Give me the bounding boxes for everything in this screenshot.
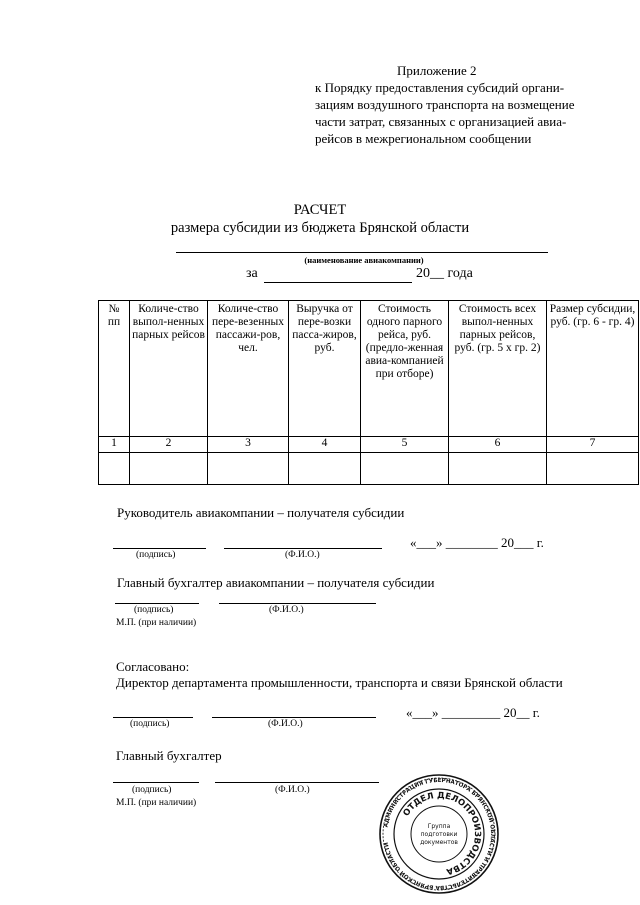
official-seal [378, 773, 500, 895]
svg-text:ОТДЕЛ ДЕЛОПРОИЗВОДСТВА: ОТДЕЛ ДЕЛОПРОИЗВОДСТВА [401, 790, 483, 877]
fio-label: (Ф.И.О.) [285, 550, 320, 560]
table-number-row [99, 437, 639, 453]
table-cell [289, 453, 361, 485]
document-subtitle: размера субсидии из бюджета Брянской области [170, 220, 470, 236]
table-cell [130, 453, 208, 485]
director-title: Директор департамента промышленности, транспорта и связи Брянской области [116, 675, 563, 690]
calculation-table [98, 300, 639, 485]
table-empty-row [99, 453, 639, 485]
header-cell: № пп [99, 301, 130, 437]
table-cell [449, 453, 547, 485]
column-number: 5 [361, 437, 449, 453]
signature-label: (подпись) [134, 605, 174, 615]
svg-text:Группа: Группа [427, 823, 451, 830]
header-cell: Стоимость всех выпол-ненных парных рейсов, руб. (гр. 5 х гр. 2) [449, 301, 547, 437]
signature-line [115, 603, 199, 604]
table-cell [361, 453, 449, 485]
annex-line: части затрат, связанных с организацией авиа- [315, 114, 567, 129]
stamp-label: М.П. (при наличии) [116, 618, 197, 628]
fio-line [212, 717, 376, 718]
table-cell [99, 453, 130, 485]
table-header-row [99, 301, 639, 437]
signature-label: (подпись) [130, 719, 170, 729]
header-cell: Стоимость одного парного рейса, руб. (предло-женная авиа-компанией при отборе) [361, 301, 449, 437]
column-number: 6 [449, 437, 547, 453]
signature-label: (подпись) [132, 785, 172, 795]
column-number: 7 [547, 437, 639, 453]
document-title: РАСЧЕТ [293, 202, 347, 218]
header-cell: Размер субсидии, руб. (гр. 6 - гр. 4) [547, 301, 639, 437]
annex-line: рейсов в межрегиональном сообщении [315, 131, 532, 146]
fio-line [224, 548, 382, 549]
airline-name-line [176, 252, 548, 253]
year-label: 20__ года [416, 266, 473, 281]
signature-label: (подпись) [136, 550, 176, 560]
signature-line [113, 717, 193, 718]
svg-text:подготовки: подготовки [420, 831, 458, 838]
column-number: 2 [130, 437, 208, 453]
date-field: «___» _________ 20__ г. [406, 705, 540, 720]
signature-line [113, 782, 199, 783]
annex-line: к Порядку предоставления субсидий органи- [315, 80, 565, 95]
fio-label: (Ф.И.О.) [268, 719, 303, 729]
period-line [264, 282, 412, 283]
airline-caption: (наименование авиакомпании) [304, 255, 424, 265]
table-cell [208, 453, 289, 485]
header-cell: Выручка от пере-возки пасса-жиров, руб. [289, 301, 361, 437]
chief-accountant-title: Главный бухгалтер [116, 748, 222, 763]
for-label: за [246, 266, 258, 281]
table-cell [547, 453, 639, 485]
stamp-label: М.П. (при наличии) [116, 798, 197, 808]
fio-label: (Ф.И.О.) [269, 605, 304, 615]
head-title: Руководитель авиакомпании – получателя субсидии [117, 505, 405, 520]
annex-block [315, 62, 625, 147]
header-cell: Количе-ство пере-везенных пассажи-ров, чел. [208, 301, 289, 437]
column-number: 4 [289, 437, 361, 453]
column-number: 3 [208, 437, 289, 453]
agreed-label: Согласовано: [116, 659, 190, 674]
column-number: 1 [99, 437, 130, 453]
signature-line [113, 548, 206, 549]
date-field: «___» ________ 20___ г. [410, 535, 544, 550]
annex-title: Приложение 2 [397, 63, 477, 78]
seal-graphic [378, 773, 500, 895]
fio-line [215, 782, 379, 783]
svg-text:документов: документов [420, 839, 458, 846]
accountant-title: Главный бухгалтер авиакомпании – получателя субсидии [117, 575, 435, 590]
fio-line [219, 603, 376, 604]
fio-label: (Ф.И.О.) [275, 785, 310, 795]
annex-line: зациям воздушного транспорта на возмещение [315, 97, 575, 112]
header-cell: Количе-ство выпол-ненных парных рейсов [130, 301, 208, 437]
svg-text:АДМИНИСТРАЦИЯ ГУБЕРНАТОРА БРЯН: АДМИНИСТРАЦИЯ ГУБЕРНАТОРА БРЯНСКОЙ ОБЛАСТИ И ПРАВИТЕЛЬСТВА БРЯНСКОЙ ОБЛАСТИ [383, 777, 496, 891]
